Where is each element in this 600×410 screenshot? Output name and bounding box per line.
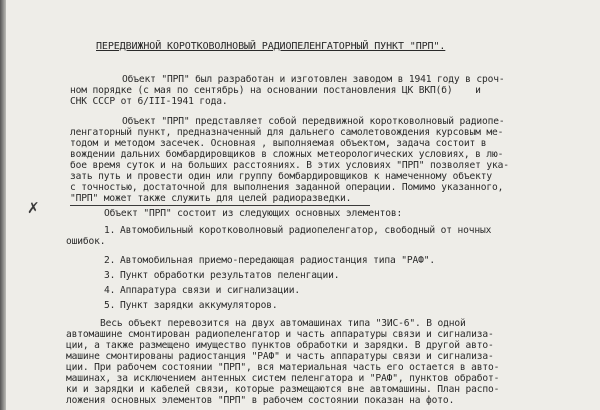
document-title: ПЕРЕДВИЖНОЙ КОРОТКОВОЛНОВЫЙ РАДИОПЕЛЕНГАТОРНЫЙ ПУНКТ "ПРП".: [96, 41, 446, 52]
paragraph-2-line: с точностью, достаточной для выполнения заданной операции. Помимо указанного,: [70, 182, 504, 193]
component-number: 1.: [104, 225, 116, 236]
paragraph-1-line: Объект "ПРП" был разработан и изготовлен заводом в 1941 году в сроч-: [122, 74, 505, 85]
component-text: Автомобильная приемо-передающая радиостанция типа "РАФ".: [120, 255, 436, 266]
component-text: Аппаратура связи и сигнализации.: [120, 285, 301, 296]
paragraph-3-line: ции, а также размещено имущество пунктов обработки и зарядки. В другой авто-: [66, 340, 494, 351]
paragraph-3-line: ции. При рабочем состоянии "ПРП", вся материальная часть его остается в авто-: [66, 362, 500, 373]
component-text: ошибок.: [66, 236, 106, 247]
component-number: 5.: [104, 300, 116, 311]
paragraph-2-line: бое время суток и на больших расстояниях. В этих условиях "ПРП" позволяет ука-: [70, 160, 509, 171]
component-text: Пункт обработки результатов пеленгации.: [120, 270, 340, 281]
handwritten-check-mark: ✗: [27, 199, 40, 217]
paragraph-1-line: СНК СССР от 6/III-1941 года.: [70, 96, 228, 107]
component-text: Пункт зарядки аккумуляторов.: [120, 300, 278, 311]
paragraph-2-line: тодом и методом засечек. Основная , выполняемая объектом, задача состоит в: [70, 138, 487, 149]
paragraph-2-line: "ПРП" может также служить для целей радиоразведки.: [70, 193, 352, 204]
paragraph-3-line: машине смонтированы радиостанция "РАФ" и часть аппаратуры связи и сигнализа-: [66, 351, 494, 362]
component-number: 2.: [104, 255, 116, 266]
pencil-underline: [70, 205, 370, 206]
paragraph-3-line: автомашине смонтирован радиопеленгатор и часть аппаратуры связи и сигнализа-: [66, 329, 494, 340]
paragraph-3-line: ложения основных элементов "ПРП" в рабочем состоянии показан на фото.: [66, 395, 455, 406]
component-number: 4.: [104, 285, 116, 296]
paragraph-3-line: ки и зарядки и кабелей связи, которые размещаются вне автомашины. План распо-: [66, 384, 500, 395]
components-intro: Объект "ПРП" состоит из следующих основных элементов:: [104, 208, 403, 219]
paragraph-3-line: Весь объект перевозится на двух автомашинах типа "ЗИС-6". В одной: [100, 318, 466, 329]
paragraph-2-line: Объект "ПРП" представляет собой передвижной коротковолновый радиопе-: [122, 116, 505, 127]
paragraph-2-line: зать путь и провести один или группу бомбардировщиков к намеченному объекту: [70, 171, 492, 182]
component-text: Автомобильный коротковолновый радиопеленгатор, свободный от ночных: [120, 225, 492, 236]
paragraph-3-line: машинах, за исключением антенных систем пеленгатора и "РАФ", пунктов обработ-: [66, 373, 500, 384]
paragraph-2-line: вождении дальних бомбардировщиков в сложных метеорологических условиях, в лю-: [70, 149, 504, 160]
paragraph-2-line: ленгаторный пункт, предназначенный для дальнего самолетовождения курсовым ме-: [70, 127, 504, 138]
paragraph-1-line: ном порядке (с мая по сентябрь) на основании постановления ЦК ВКП(б) и: [70, 85, 481, 96]
component-number: 3.: [104, 270, 116, 281]
